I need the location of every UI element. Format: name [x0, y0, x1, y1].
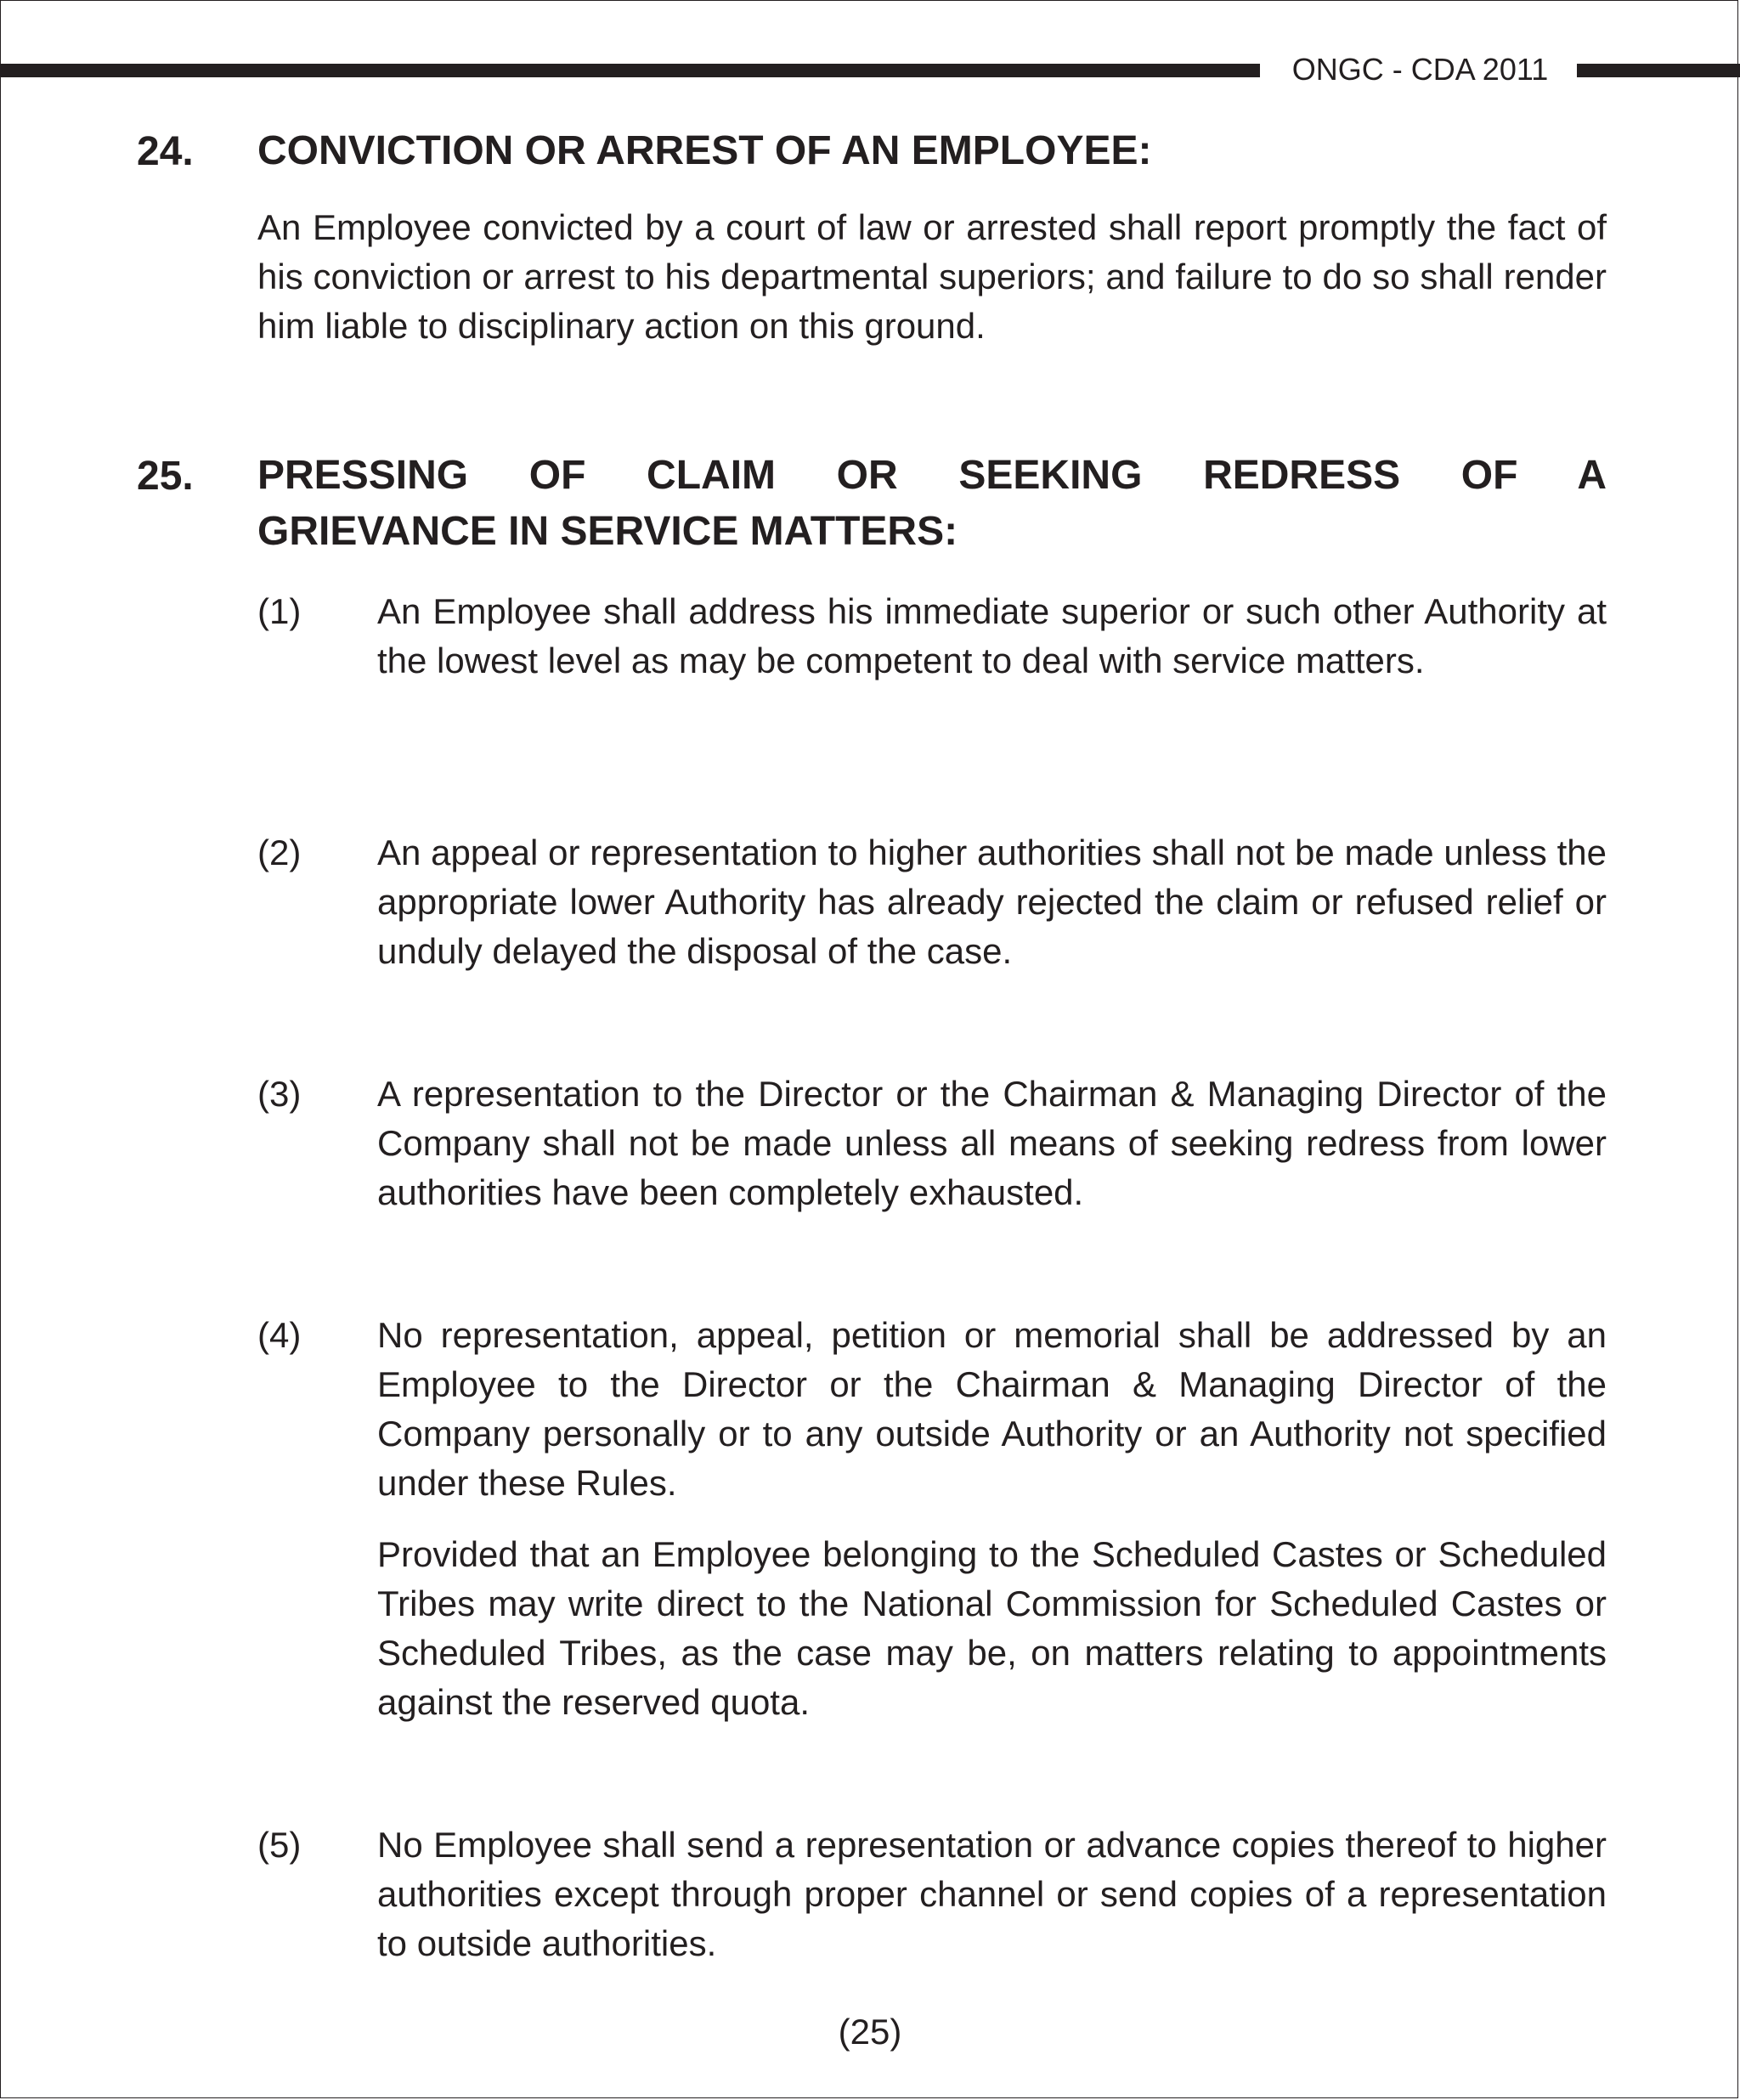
item-5-number: (5) — [257, 1825, 302, 1865]
section-24-body: An Employee convicted by a court of law or arrested shall report promptly the fact of his conviction or arrest to his departmental superiors; and failure to do so shall render him liable to disciplinary action on this ground. — [257, 207, 1607, 346]
header-rule-left — [1, 64, 1260, 77]
section-24-number: 24. — [137, 129, 194, 174]
item-3-number: (3) — [257, 1074, 302, 1114]
item-1-text: An Employee shall address his immediate superior or such other Authority at the lowest level as may be competent to deal with service matters. — [377, 591, 1607, 680]
section-25-heading-line-1: PRESSING OF CLAIM OR SEEKING REDRESS OF A — [257, 453, 1607, 498]
header-rule-right — [1577, 64, 1740, 77]
section-25-number: 25. — [137, 454, 194, 499]
item-3-text: A representation to the Director or the Chairman & Managing Director of the Company shall not be made unless all means of seeking redress from lower authorities have been completely exhausted. — [377, 1074, 1607, 1212]
section-25-heading-line-2: GRIEVANCE IN SERVICE MATTERS: — [257, 509, 958, 554]
page-number: (25) — [838, 2012, 902, 2052]
header-label: ONGC - CDA 2011 — [1291, 52, 1549, 87]
item-1-number: (1) — [257, 591, 302, 631]
item-4-text: No representation, appeal, petition or memorial shall be addressed by an Employee to the Director or the Chairman & Managing Director of the Company personally or to any outside Authority or an Authority not specified under these Rules. — [377, 1315, 1607, 1503]
section-24-heading: CONVICTION OR ARREST OF AN EMPLOYEE: — [257, 128, 1152, 173]
item-2-number: (2) — [257, 833, 302, 872]
item-5-text: No Employee shall send a representation or advance copies thereof to higher authorities except through proper channel or send copies of a representation to outside authorities. — [377, 1825, 1607, 1963]
item-2-text: An appeal or representation to higher authorities shall not be made unless the appropriate lower Authority has already rejected the claim or refused relief or unduly delayed the disposal of the case. — [377, 833, 1607, 971]
item-4-proviso: Provided that an Employee belonging to the Scheduled Castes or Scheduled Tribes may write direct to the National Commission for Scheduled Castes or Scheduled Tribes, as the case may be, on matters relating to appointments against the reserved quota. — [377, 1534, 1607, 1722]
section-25-heading — [257, 448, 1607, 560]
item-4-number: (4) — [257, 1315, 302, 1355]
